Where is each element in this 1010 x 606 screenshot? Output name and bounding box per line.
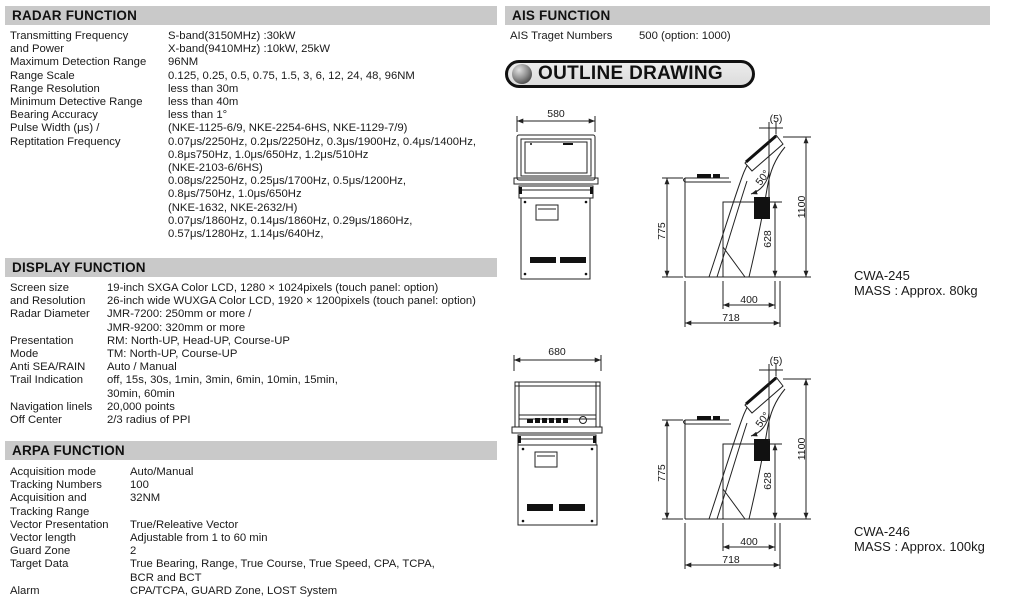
spec-label: Off Center: [10, 414, 62, 427]
spec-value: less than 30m: [168, 82, 239, 95]
spec-row: [10, 585, 497, 598]
spec-label: Transmitting Frequency: [10, 30, 129, 42]
spec-label: Tracking Numbers: [10, 479, 102, 492]
section-ais-function: [505, 6, 990, 43]
spec-row: [10, 401, 497, 414]
spec-row: [10, 348, 497, 361]
spec-label: [10, 322, 107, 335]
section-header-display: [5, 258, 497, 277]
spec-label: and Power: [10, 43, 65, 56]
spec-value: (NKE-2103-6/6HS): [168, 162, 263, 175]
spec-row: [10, 308, 497, 321]
dim-label-overall-depth: 718: [722, 312, 740, 324]
spec-value: off, 15s, 30s, 1min, 3min, 6min, 10min, 15min,: [107, 374, 338, 387]
spec-label: [10, 388, 107, 401]
model-number: CWA-245: [854, 268, 910, 283]
ais-spec-rows: [505, 30, 990, 43]
spec-row: [10, 122, 497, 135]
spec-row: [10, 466, 497, 479]
spec-row: [10, 572, 497, 585]
section-radar-function: [5, 6, 497, 241]
outline-drawing-cwa-246: [505, 343, 1010, 606]
spec-label: Alarm: [10, 584, 40, 597]
spec-row: [10, 361, 497, 374]
spec-label: [10, 228, 168, 241]
spec-value: JMR-9200: 320mm or more: [107, 321, 246, 334]
spec-label: Vector length: [10, 532, 76, 545]
spec-value: CPA/TCPA, GUARD Zone, LOST System: [130, 584, 338, 597]
spec-value: 2/3 radius of PPI: [107, 414, 191, 427]
unit-caption: [854, 269, 978, 298]
spec-label: [10, 162, 168, 175]
spec-label: [10, 202, 168, 215]
spec-label: Navigation linels: [10, 400, 93, 413]
spec-value: 19-inch SXGA Color LCD, 1280 × 1024pixels (touch panel: option): [107, 282, 439, 294]
spec-value: BCR and BCT: [130, 571, 202, 584]
front-view-drawing: [505, 102, 625, 292]
dim-label-upper-height: 628: [762, 230, 774, 248]
spec-value: 0.57μs/1280Hz, 1.14μs/640Hz,: [168, 228, 324, 241]
mass-label: MASS : Approx. 100kg: [854, 538, 985, 554]
dim-label-upper-height: 628: [762, 472, 774, 490]
spec-label: Bearing Accuracy: [10, 109, 98, 122]
dim-label-gap: (5): [769, 355, 783, 367]
spec-label: Reptitation Frequency: [10, 135, 121, 148]
spec-row: [10, 149, 497, 162]
spec-value: (NKE-1125-6/9, NKE-2254-6HS, NKE-1129-7/9): [168, 122, 408, 135]
dim-label-front-width: 580: [547, 108, 565, 120]
spec-label: Mode: [10, 348, 39, 361]
spec-label: Screen size: [10, 282, 70, 294]
section-title: RADAR FUNCTION: [12, 8, 138, 23]
section-header-ais: [505, 6, 990, 25]
spec-label: Maximum Detection Range: [10, 56, 147, 69]
spec-label: [10, 175, 168, 188]
side-view-drawing: [645, 343, 825, 578]
spec-label: Radar Diameter: [10, 308, 90, 321]
spec-row: [10, 202, 497, 215]
section-arpa-function: [5, 441, 497, 598]
spec-label: [10, 149, 168, 162]
dim-label-front-width: 680: [548, 346, 566, 358]
side-view-drawing: [645, 101, 825, 336]
spec-value: 100: [130, 479, 149, 492]
spec-row: [10, 519, 497, 532]
spec-value: 0.07μs/2250Hz, 0.2μs/2250Hz, 0.3μs/1900Hz, 0.4μs/1400Hz,: [168, 135, 477, 148]
spec-label: [10, 188, 168, 201]
spec-label: [10, 215, 168, 228]
model-number: CWA-246: [854, 524, 910, 539]
spec-row: [10, 56, 497, 69]
spec-label: Acquisition mode: [10, 466, 97, 478]
section-title: ARPA FUNCTION: [12, 443, 125, 458]
spec-row: [10, 188, 497, 201]
dim-label-total-height: 1100: [796, 195, 808, 219]
spec-value: 0.8μs/750Hz, 1.0μs/650Hz: [168, 188, 302, 201]
spec-value: JMR-7200: 250mm or more /: [107, 308, 252, 321]
spec-value: True/Releative Vector: [130, 518, 239, 531]
spec-value: Auto/Manual: [130, 466, 194, 478]
spec-value: Auto / Manual: [107, 361, 177, 374]
spec-value: Adjustable from 1 to 60 min: [130, 532, 268, 545]
spec-value: True Bearing, Range, True Course, True Speed, CPA, TCPA,: [130, 558, 435, 571]
spec-label: Tracking Range: [10, 505, 90, 518]
spec-row: [10, 282, 497, 295]
spec-value: X-band(9410MHz) :10kW, 25kW: [168, 43, 330, 56]
spec-row: [10, 136, 497, 149]
spec-row: [10, 492, 497, 505]
spec-label: Anti SEA/RAIN: [10, 361, 86, 374]
dim-label-gap: (5): [769, 113, 783, 125]
spec-row: [10, 162, 497, 175]
spec-row: [10, 335, 497, 348]
spec-row: [10, 414, 497, 427]
spec-row: [510, 30, 990, 43]
spec-row: [10, 30, 497, 43]
spec-value: 32NM: [130, 492, 161, 505]
radar-spec-rows: [5, 30, 497, 241]
spec-value: less than 40m: [168, 96, 239, 109]
spec-value: 0.07μs/1860Hz, 0.14μs/1860Hz, 0.29μs/1860Hz,: [168, 214, 413, 227]
section-header-radar: [5, 6, 497, 25]
dim-label-tilt-angle: 50°: [753, 410, 773, 430]
dim-label-desk-height: 775: [656, 222, 668, 240]
spec-label: Presentation: [10, 334, 74, 347]
spec-row: [10, 109, 497, 122]
spec-row: [10, 96, 497, 109]
display-spec-rows: [5, 282, 497, 427]
spec-value: 500 (option: 1000): [639, 30, 731, 42]
arpa-spec-rows: [5, 466, 497, 598]
spec-value: RM: North-UP, Head-UP, Course-UP: [107, 334, 290, 347]
section-title: DISPLAY FUNCTION: [12, 260, 146, 275]
outline-drawing-cwa-245: [505, 96, 1010, 343]
spec-value: less than 1°: [168, 109, 228, 122]
spec-value: S-band(3150MHz) :30kW: [168, 30, 296, 42]
spec-row: [10, 43, 497, 56]
spec-row: [10, 295, 497, 308]
outline-drawing-badge: [505, 60, 755, 88]
spec-row: [10, 175, 497, 188]
front-view-drawing: [505, 345, 625, 555]
spec-value: 96NM: [168, 56, 199, 69]
spec-label: Trail Indication: [10, 374, 84, 387]
spec-value: 30min, 60min: [107, 387, 175, 400]
spec-row: [10, 228, 497, 241]
spec-row: [10, 374, 497, 387]
spec-row: [10, 532, 497, 545]
spec-row: [10, 388, 497, 401]
spec-value: 0.08μs/2250Hz, 0.25μs/1700Hz, 0.5μs/1200Hz,: [168, 175, 407, 188]
section-display-function: [5, 258, 497, 427]
spec-label: Minimum Detective Range: [10, 96, 143, 109]
spec-label: Acquisition and: [10, 492, 87, 505]
spec-row: [10, 83, 497, 96]
spec-value: 26-inch wide WUXGA Color LCD, 1920 × 1200pixels (touch panel: option): [107, 295, 476, 308]
section-header-arpa: [5, 441, 497, 460]
spec-row: [10, 479, 497, 492]
spec-label: Vector Presentation: [10, 518, 109, 531]
spec-row: [10, 558, 497, 571]
dim-label-base-depth: 400: [740, 294, 758, 306]
spec-value: [130, 506, 497, 519]
dim-label-overall-depth: 718: [722, 554, 740, 566]
spec-label: Range Resolution: [10, 82, 100, 95]
dim-label-tilt-angle: 50°: [753, 168, 773, 188]
spec-label: and Resolution: [10, 295, 86, 308]
dim-label-desk-height: 775: [656, 464, 668, 482]
dim-label-total-height: 1100: [796, 437, 808, 461]
spec-label: Guard Zone: [10, 545, 71, 558]
sphere-icon: [512, 64, 532, 84]
spec-label: Target Data: [10, 558, 69, 571]
spec-value: TM: North-UP, Course-UP: [107, 348, 238, 361]
spec-value: 2: [130, 545, 137, 558]
spec-row: [10, 215, 497, 228]
spec-label: [10, 572, 130, 585]
spec-label: Pulse Width (μs) /: [10, 122, 100, 135]
spec-row: [10, 322, 497, 335]
spec-value: 0.8μs750Hz, 1.0μs/650Hz, 1.2μs/510Hz: [168, 148, 369, 161]
spec-label: Range Scale: [10, 69, 75, 82]
unit-caption: [854, 525, 985, 554]
spec-value: 0.125, 0.25, 0.5, 0.75, 1.5, 3, 6, 12, 24, 48, 96NM: [168, 69, 415, 82]
spec-row: [10, 506, 497, 519]
spec-label: AIS Traget Numbers: [510, 30, 613, 42]
outline-drawing-title: OUTLINE DRAWING: [538, 63, 723, 84]
spec-value: (NKE-1632, NKE-2632/H): [168, 201, 298, 214]
spec-row: [10, 545, 497, 558]
mass-label: MASS : Approx. 80kg: [854, 282, 978, 298]
dim-label-base-depth: 400: [740, 536, 758, 548]
spec-value: 20,000 points: [107, 400, 175, 413]
spec-row: [10, 70, 497, 83]
section-title: AIS FUNCTION: [512, 8, 611, 23]
